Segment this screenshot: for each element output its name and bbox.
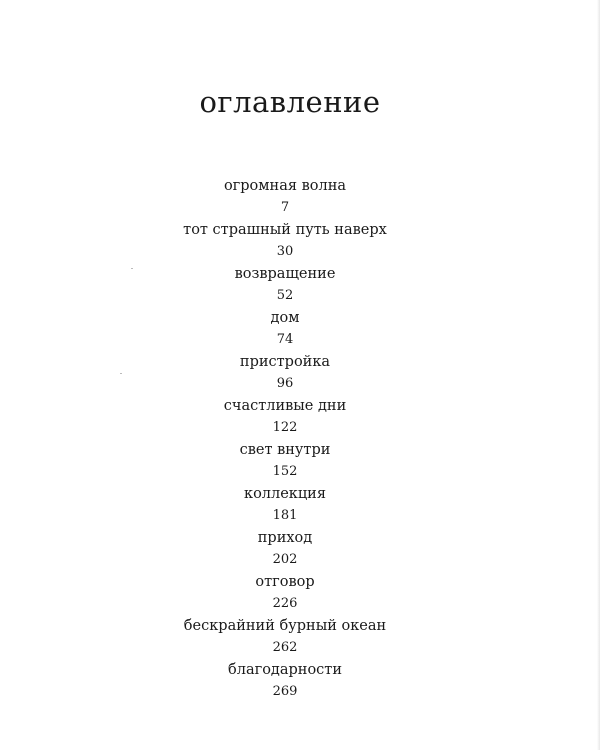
toc-entry-page: 52 [276, 288, 294, 303]
toc-entry-page: 122 [272, 420, 298, 435]
toc-entry-title: благодарности [228, 662, 342, 678]
toc-entry-title: коллекция [244, 486, 326, 502]
toc-entry-title: свет внутри [239, 442, 331, 458]
toc-entry-title: возвращение [234, 266, 336, 282]
toc-entry [0, 439, 570, 483]
toc-entry-title: пристройка [239, 354, 331, 370]
toc-entry-page: 74 [276, 332, 294, 347]
toc-entry [0, 351, 570, 395]
toc-entry [0, 219, 570, 263]
scan-speck [131, 268, 133, 269]
toc-entry-page: 202 [272, 552, 298, 567]
page-title: оглавление [199, 85, 381, 119]
toc-entry-page: 7 [280, 200, 290, 215]
toc-entry-title: счастливые дни [223, 398, 347, 414]
toc-entry-title: приход [257, 530, 313, 546]
toc-entry [0, 483, 570, 527]
toc-entry [0, 175, 570, 219]
toc-entry [0, 615, 570, 659]
scan-speck [120, 373, 122, 374]
toc-entry-title: бескрайний бурный океан [183, 618, 387, 634]
toc-entry-page: 226 [272, 596, 298, 611]
toc-entry [0, 659, 570, 703]
toc-entry [0, 527, 570, 571]
toc-entry-title: огромная волна [223, 178, 347, 194]
toc-entry-page: 181 [272, 508, 298, 523]
toc-entry [0, 263, 570, 307]
toc-entry-page: 96 [276, 376, 294, 391]
table-of-contents [0, 175, 570, 703]
toc-entry-page: 269 [272, 684, 298, 699]
toc-entry-page: 152 [272, 464, 298, 479]
toc-entry-title: отговор [255, 574, 315, 590]
toc-entry [0, 571, 570, 615]
toc-entry [0, 307, 570, 351]
toc-entry-title: тот страшный путь наверх [183, 222, 387, 238]
toc-entry-page: 262 [272, 640, 298, 655]
toc-entry [0, 395, 570, 439]
toc-entry-title: дом [270, 310, 300, 326]
toc-entry-page: 30 [276, 244, 294, 259]
